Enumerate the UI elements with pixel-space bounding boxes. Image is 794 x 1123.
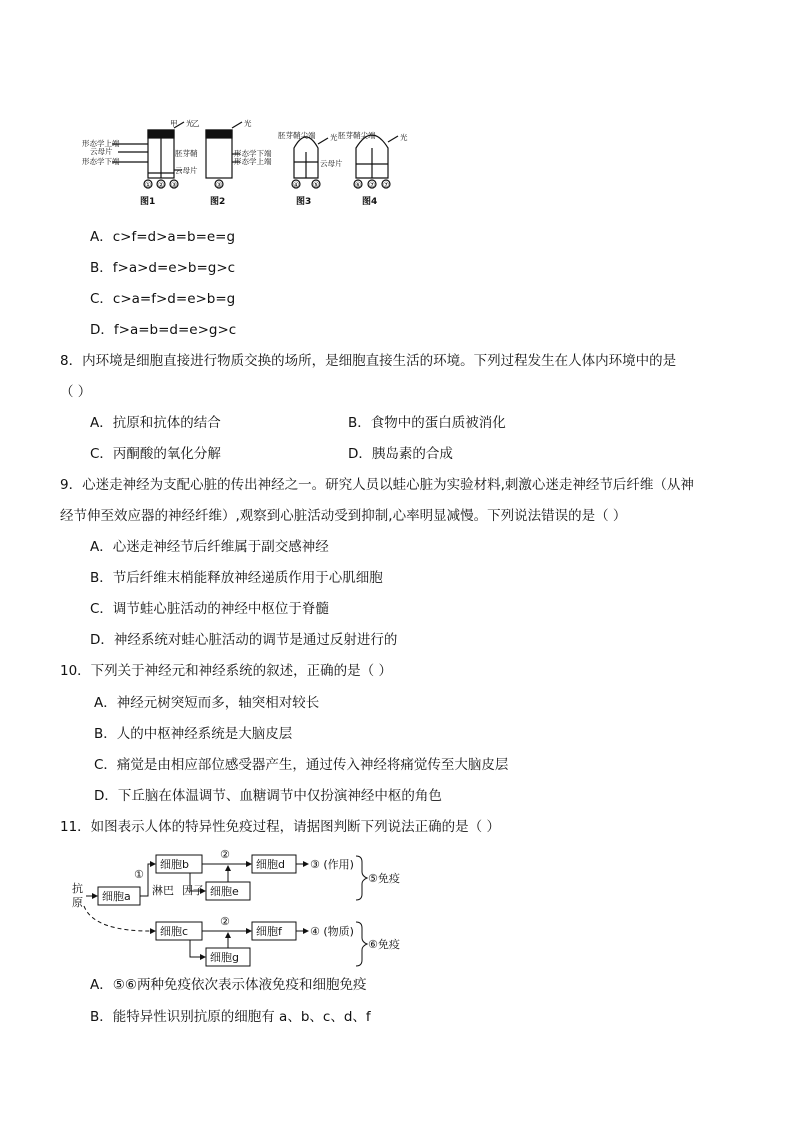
- fig1-top-block: [148, 130, 174, 138]
- num-1: ①: [144, 181, 152, 189]
- label-jia: 甲: [170, 119, 178, 128]
- label-mica-1: 云母片: [90, 147, 113, 156]
- label-cell-f: 细胞f: [256, 925, 282, 938]
- q9-option-a: A．心迷走神经节后纤维属于副交感神经: [90, 539, 329, 555]
- phototropism-figure: [82, 118, 412, 208]
- num-2: ②: [157, 181, 165, 189]
- q9-option-b: B．节后纤维末梢能释放神经递质作用于心肌细胞: [90, 570, 383, 586]
- q11-option-a: A．⑤⑥两种免疫依次表示体液免疫和细胞免疫: [90, 977, 367, 993]
- q7-option-a: A．c>f=d>a=b=e=g: [90, 229, 236, 245]
- q7-option-d: D．f>a=b=d=e>g>c: [90, 322, 237, 338]
- q9-option-d: D．神经系统对蛙心脏活动的调节是通过反射进行的: [90, 632, 398, 648]
- label-cell-d: 细胞d: [256, 858, 285, 871]
- label-lymph-1: 淋巴: [152, 884, 174, 897]
- q10-option-a: A．神经元树突短而多，轴突相对较长: [94, 695, 320, 711]
- q7-option-c: C．c>a=f>d=e>b=g: [90, 291, 236, 307]
- label-light-3: 光: [330, 133, 338, 142]
- label-mica-3: 云母片: [320, 159, 343, 168]
- q9-stem-line2: 经节伸至效应器的神经纤维）,观察到心脏活动受到抑制,心率明显减慢。下列说法错误的是（ ）: [60, 508, 627, 524]
- label-coleoptile: 胚芽鞘: [175, 149, 198, 158]
- q7-option-b: B．f>a>d=e>b=g>c: [90, 260, 236, 276]
- label-antigen-2: 原: [72, 896, 83, 909]
- q10-stem: 10．下列关于神经元和神经系统的叙述，正确的是（ ）: [60, 663, 392, 679]
- label-lower-end-1: 形态学下端: [82, 157, 120, 166]
- q11-option-b: B．能特异性识别抗原的细胞有 a、b、c、d、f: [90, 1009, 371, 1025]
- label-immunity-6: ⑥免疫: [368, 938, 400, 951]
- label-output-4: ④ (物质): [310, 925, 354, 938]
- label-cell-a: 细胞a: [102, 890, 131, 903]
- num-4: ④: [292, 181, 300, 189]
- brace-6: [356, 922, 367, 966]
- num-5: ⑤: [312, 181, 320, 189]
- num-3b: ③: [215, 181, 223, 189]
- q11-stem: 11．如图表示人体的特异性免疫过程，请据图判断下列说法正确的是（ ）: [60, 819, 500, 835]
- q8-option-d: D．胰岛素的合成: [348, 446, 453, 462]
- label-light-1: 光: [186, 119, 194, 128]
- num-6: ⑥: [354, 181, 362, 189]
- q10-option-b: B．人的中枢神经系统是大脑皮层: [94, 726, 293, 742]
- label-cell-c: 细胞c: [160, 925, 189, 938]
- label-tip-3: 胚芽鞘尖端: [278, 131, 316, 140]
- label-cell-g: 细胞g: [210, 951, 239, 964]
- q8-option-c: C．丙酮酸的氧化分解: [90, 446, 221, 462]
- brace-5: [356, 856, 367, 900]
- q8-stem-line1: 8．内环境是细胞直接进行物质交换的场所，是细胞直接生活的环境。下列过程发生在人体内环境中的是: [60, 353, 677, 369]
- q10-option-c: C．痛觉是由相应部位感受器产生，通过传入神经将痛觉传至大脑皮层: [94, 757, 509, 773]
- q8-option-a: A．抗原和抗体的结合: [90, 415, 221, 431]
- label-lower-end-2: 形态学下端: [234, 149, 272, 158]
- q10-option-d: D．下丘脑在体温调节、血糖调节中仅扮演神经中枢的角色: [94, 788, 442, 804]
- label-circle-2a: ②: [220, 848, 230, 861]
- label-fig3: 图3: [296, 197, 312, 207]
- num-7a: ⑦: [368, 181, 376, 189]
- label-output-3: ③ (作用): [310, 858, 354, 871]
- label-antigen-1: 抗: [72, 882, 83, 895]
- num-7b: ⑦: [382, 181, 390, 189]
- q9-stem-line1: 9．心迷走神经为支配心脏的传出神经之一。研究人员以蛙心脏为实验材料,刺激心迷走神经节后纤维（从神: [60, 477, 694, 493]
- num-3a: ③: [170, 181, 178, 189]
- label-yi: 乙: [192, 119, 200, 128]
- label-circle-1: ①: [134, 868, 144, 881]
- label-fig4: 图4: [362, 197, 378, 207]
- label-mica-2: 云母片: [175, 166, 198, 175]
- label-light-2: 光: [244, 119, 252, 128]
- label-upper-end-2: 形态学上端: [234, 157, 272, 166]
- immune-process-diagram: [70, 842, 450, 972]
- label-cell-b: 细胞b: [160, 858, 189, 871]
- label-light-4: 光: [400, 133, 408, 142]
- q9-option-c: C．调节蛙心脏活动的神经中枢位于脊髓: [90, 601, 329, 617]
- label-fig2: 图2: [210, 197, 226, 207]
- q8-option-b: B．食物中的蛋白质被消化: [348, 415, 506, 431]
- label-tip-4: 胚芽鞘尖端: [338, 131, 376, 140]
- label-lymph-2: 因子: [182, 884, 204, 897]
- label-immunity-5: ⑤免疫: [368, 872, 400, 885]
- label-cell-e: 细胞e: [210, 885, 239, 898]
- label-fig1: 图1: [140, 197, 156, 207]
- label-circle-2b: ②: [220, 915, 230, 928]
- label-upper-end-1: 形态学上端: [82, 139, 120, 148]
- q8-stem-line2: （ ）: [60, 384, 92, 400]
